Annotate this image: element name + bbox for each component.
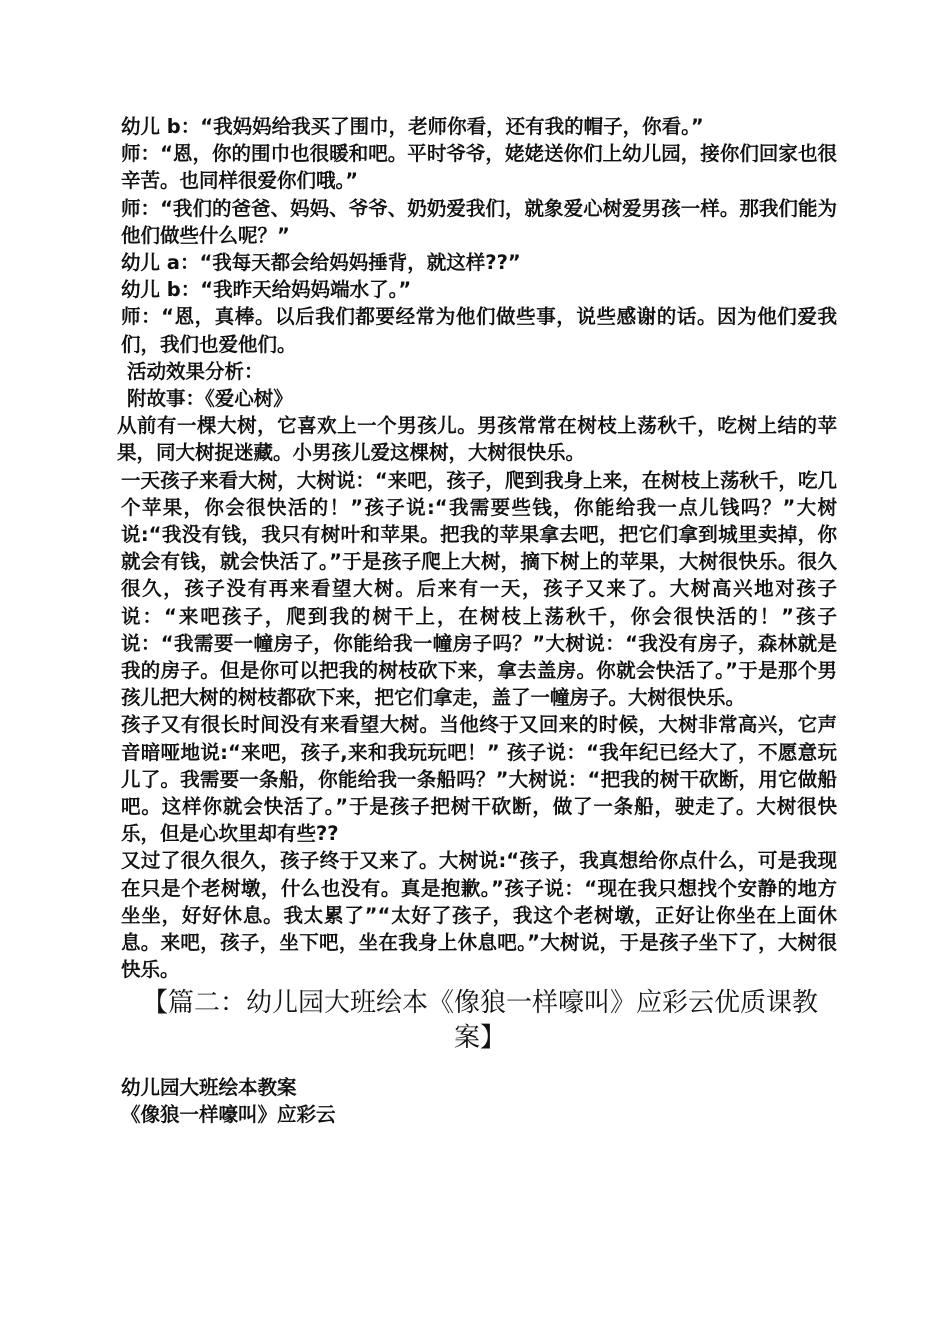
dialogue-line: 幼儿 a：“我每天都会给妈妈捶背，就这样??” <box>121 251 521 275</box>
section-label: 活动效果分析： <box>127 359 264 383</box>
dialogue-line: 幼儿 b：“我妈妈给我买了围巾，老师你看，还有我的帽子，你看。” <box>121 115 704 138</box>
story-paragraph: 孩子又有很长时间没有来看望大树。当他终于又回来的时候，大树非常高兴，它声音暗哑地说:“来吧，孩子,来和我玩玩吧！” 孩子说：“我年纪已经大了，不愿意玩儿了。我需要一条船，你能给我一条船吗？”大树说：“把我的树干砍断，用它做船吧。这样你就会快活了。”于是孩子把树干砍断，做了一条船，驶走了。大树很快乐，但是心坎里却有些?? <box>121 713 837 846</box>
spacer <box>117 1056 837 1074</box>
lesson-subtitle: 《像狼一样嚎叫》应彩云 <box>121 1102 336 1126</box>
section-heading: 【篇二：幼儿园大班绘本《像狼一样嚎叫》应彩云优质课教案】 <box>141 987 818 1053</box>
story-paragraph: 又过了很久很久，孩子终于又来了。大树说:“孩子，我真想给你点什么，可是我现在只是个老树墩，什么也没有。真是抱歉。”孩子说：“现在我只想找个安静的地方坐坐，好好休息。我太累了”“太好了孩子，我这个老树墩，正好让你坐在上面休息。来吧，孩子，坐下吧，坐在我身上休息吧。”大树说，于是孩子坐下了，大树很快乐。 <box>121 849 837 982</box>
dialogue-line: 幼儿 b：“我昨天给妈妈端水了。” <box>121 278 412 302</box>
dialogue-line: 师：“恩，真棒。以后我们都要经常为他们做些事，说些感谢的话。因为他们爱我们，我们也爱他们。 <box>121 305 837 356</box>
lesson-title: 幼儿园大班绘本教案 <box>121 1075 297 1099</box>
document-page <box>117 113 837 1128</box>
story-paragraph: 从前有一棵大树，它喜欢上一个男孩儿。男孩常常在树枝上荡秋千，吃树上结的苹果，同大树捉迷藏。小男孩儿爱这棵树，大树很快乐。 <box>117 414 837 465</box>
story-title: 附故事：《爱心树》 <box>127 387 293 411</box>
story-paragraph: 一天孩子来看大树，大树说：“来吧，孩子，爬到我身上来，在树枝上荡秋千，吃几个苹果，你会很快活的！”孩子说:“我需要些钱，你能给我一点儿钱吗？”大树说:“我没有钱，我只有树叶和苹果。把我的苹果拿去吧，把它们拿到城里卖掉，你就会有钱，就会快活了。”于是孩子爬上大树，摘下树上的苹果，大树很快乐。很久很久，孩子没有再来看望大树。后来有一天，孩子又来了。大树高兴地对孩子说：“来吧孩子，爬到我的树干上，在树枝上荡秋千，你会很快活的！”孩子说：“我需要一幢房子，你能给我一幢房子吗？”大树说：“我没有房子，森林就是我的房子。但是你可以把我的树枝砍下来，拿去盖房。你就会快活了。”于是那个男孩儿把大树的树枝都砍下来，把它们拿走，盖了一幢房子。大树很快乐。 <box>121 468 837 710</box>
dialogue-line: 师：“我们的爸爸、妈妈、爷爷、奶奶爱我们，就象爱心树爱男孩一样。那我们能为他们做些什么呢？” <box>121 196 837 247</box>
dialogue-line: 师：“恩，你的围巾也很暖和吧。平时爷爷，姥姥送你们上幼儿园，接你们回家也很辛苦。也同样很爱你们哦。” <box>121 142 837 193</box>
